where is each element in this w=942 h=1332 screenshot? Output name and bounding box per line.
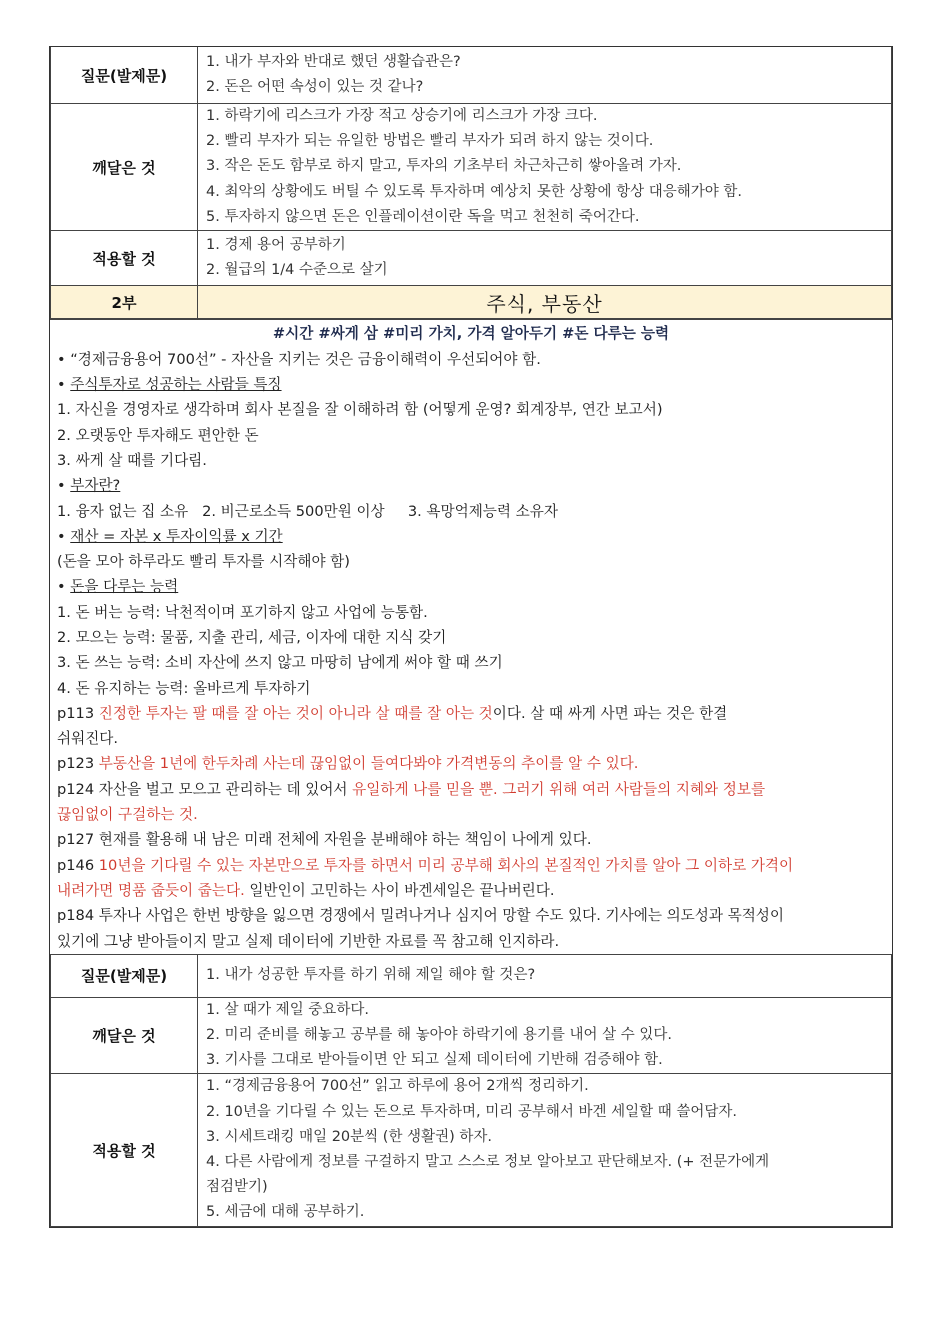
bullet-heading: • 주식투자로 성공하는 사람들 특징 — [57, 376, 282, 394]
realization-label: 깨달은 것 — [51, 104, 198, 231]
question-list — [198, 47, 892, 104]
realization-item: 5. 투자하지 않으면 돈은 인플레이션이란 독을 먹고 천천히 죽어간다. — [206, 208, 640, 225]
apply-item: 점검받기) — [206, 1179, 268, 1196]
apply-item: 5. 세금에 대해 공부하기. — [206, 1204, 365, 1221]
apply-item: 1. “경제금융용어 700선” 읽고 하루에 용어 2개씩 정리하기. — [206, 1078, 589, 1095]
note-line: 3. 돈 쓰는 능력: 소비 자산에 쓰지 않고 마땅히 남에게 써야 할 때 쓰기 — [57, 654, 503, 672]
bullet-heading: • 재산 = 자본 x 투자이익률 x 기간 — [57, 527, 283, 545]
question-label: 질문(발제문) — [51, 955, 198, 998]
note-line: 1. 돈 버는 능력: 낙천적이며 포기하지 않고 사업에 능통함. — [57, 603, 428, 621]
quote-p113: p113 진정한 투자는 팔 때를 잘 아는 것이 아니라 살 때를 잘 아는 것이다. 살 때 싸게 사면 파는 것은 한결 — [57, 704, 728, 722]
realization-item: 2. 미리 준비를 해놓고 공부를 해 놓아야 하락기에 용기를 내어 살 수 있다. — [206, 1027, 672, 1044]
question-item: 2. 돈은 어떤 속성이 있는 것 같나? — [206, 79, 424, 95]
note-line: 3. 싸게 살 때를 기다림. — [57, 451, 207, 469]
heading-text: 돈을 다루는 능력 — [70, 578, 179, 596]
apply-item: 4. 다른 사람에게 정보를 구걸하지 말고 스스로 정보 알아보고 판단해보자. (+ 전문가에게 — [206, 1154, 770, 1171]
quote-p124-cont: 끊임없이 구걸하는 것. — [57, 806, 198, 824]
realization-item: 1. 살 때가 제일 중요하다. — [206, 1001, 369, 1018]
question-item: 1. 내가 부자와 반대로 했던 생활습관은? — [206, 53, 461, 70]
quote-p184-cont: 있기에 그냥 받아들이지 말고 실제 데이터에 기반한 자료를 꼭 참고해 인지하라. — [57, 932, 560, 950]
apply-item: 2. 10년을 기다릴 수 있는 돈으로 투자하며, 미리 공부해서 바겐 세일할 때 쓸어담자. — [206, 1103, 738, 1120]
quote-p184: p184 투자나 사업은 한번 방향을 잃으면 경쟁에서 밀려나거나 심지어 망할 수도 있다. 기사에는 의도성과 목적성이 — [57, 907, 784, 925]
heading-text: 재산 = 자본 x 투자이익률 x 기간 — [70, 527, 283, 545]
quote-p146: p146 10년을 기다릴 수 있는 자본만으로 투자를 하면서 미리 공부해 회사의 본질적인 가치를 알아 그 이하로 가격이 — [57, 856, 794, 874]
quote-p124: p124 자산을 벌고 모으고 관리하는 데 있어서 유일하게 나를 믿을 뿐. 그러기 위해 여러 사람들의 지혜와 정보를 — [57, 780, 766, 798]
realization-list — [198, 104, 892, 231]
apply-list — [198, 231, 892, 286]
note-line: (돈을 모아 하루라도 빨리 투자를 시작해야 함) — [57, 553, 350, 571]
realization-item: 4. 최악의 상황에도 버틸 수 있도록 투자하며 예상치 못한 상황에 항상 대응해가야 함. — [206, 183, 742, 200]
quote-p123: p123 부동산을 1년에 한두차례 사는데 끊임없이 들여다봐야 가격변동의 추이를 알 수 있다. — [57, 755, 639, 773]
quote-p146-cont: 내려가면 명품 줍듯이 줍는다. 일반인이 고민하는 사이 바겐세일은 끝나버린다. — [57, 881, 555, 899]
apply-label: 적용할 것 — [51, 1074, 198, 1226]
quote-p127: p127 현재를 활용해 내 남은 미래 전체에 자원을 분배해야 하는 책임이 나에게 있다. — [57, 831, 592, 849]
bullet-heading: • 돈을 다루는 능력 — [57, 578, 179, 596]
section1-table — [50, 47, 892, 319]
realization-item: 3. 작은 돈도 함부로 하지 말고, 투자의 기초부터 차근차근히 쌓아올려 가자. — [206, 158, 682, 175]
note-line: 2. 오랫동안 투자해도 편안한 돈 — [57, 426, 259, 444]
realization-item: 3. 기사를 그대로 받아들이면 안 되고 실제 데이터에 기반해 검증해야 함. — [206, 1052, 663, 1069]
bullet-line: • “경제금융용어 700선” - 자산을 지키는 것은 금융이해력이 우선되어야 함. — [57, 350, 541, 368]
heading-text: 주식투자로 성공하는 사람들 특징 — [70, 376, 282, 394]
hashtags: #시간 #싸게 삼 #미리 가치, 가격 알아두기 #돈 다루는 능력 — [272, 325, 670, 343]
part-label: 2부 — [51, 286, 198, 319]
section2-table — [50, 955, 892, 1227]
quote-p113-cont: 쉬워진다. — [57, 730, 119, 748]
question-label: 질문(발제문) — [51, 47, 198, 104]
realization-label: 깨달은 것 — [51, 997, 198, 1074]
part-title: 주식, 부동산 — [198, 286, 892, 319]
bullet-heading: • 부자란? — [57, 477, 121, 495]
notes-body — [50, 319, 892, 954]
note-line: 1. 자신을 경영자로 생각하며 회사 본질을 잘 이해하려 함 (어떻게 운영? 회계장부, 연간 보고서) — [57, 401, 663, 419]
realization-list — [198, 997, 892, 1074]
realization-item: 2. 빨리 부자가 되는 유일한 방법은 빨리 부자가 되려 하지 않는 것이다. — [206, 133, 654, 150]
apply-list — [198, 1074, 892, 1226]
heading-text: 부자란? — [70, 477, 121, 495]
note-line: 4. 돈 유지하는 능력: 올바르게 투자하기 — [57, 679, 311, 697]
note-line: 1. 융자 없는 집 소유 2. 비근로소득 500만원 이상 3. 욕망억제능력 소유자 — [57, 502, 558, 520]
question-item: 1. 내가 성공한 투자를 하기 위해 제일 해야 할 것은? — [206, 967, 536, 984]
question-list — [198, 955, 892, 998]
apply-item: 1. 경제 용어 공부하기 — [206, 237, 346, 254]
document — [49, 46, 893, 1228]
note-line: 2. 모으는 능력: 물품, 지출 관리, 세금, 이자에 대한 지식 갖기 — [57, 628, 447, 646]
apply-label: 적용할 것 — [51, 231, 198, 286]
apply-item: 3. 시세트래킹 매일 20분씩 (한 생활권) 하자. — [206, 1128, 492, 1145]
apply-item: 2. 월급의 1/4 수준으로 살기 — [206, 262, 388, 279]
realization-item: 1. 하락기에 리스크가 가장 적고 상승기에 리스크가 가장 크다. — [206, 108, 598, 124]
